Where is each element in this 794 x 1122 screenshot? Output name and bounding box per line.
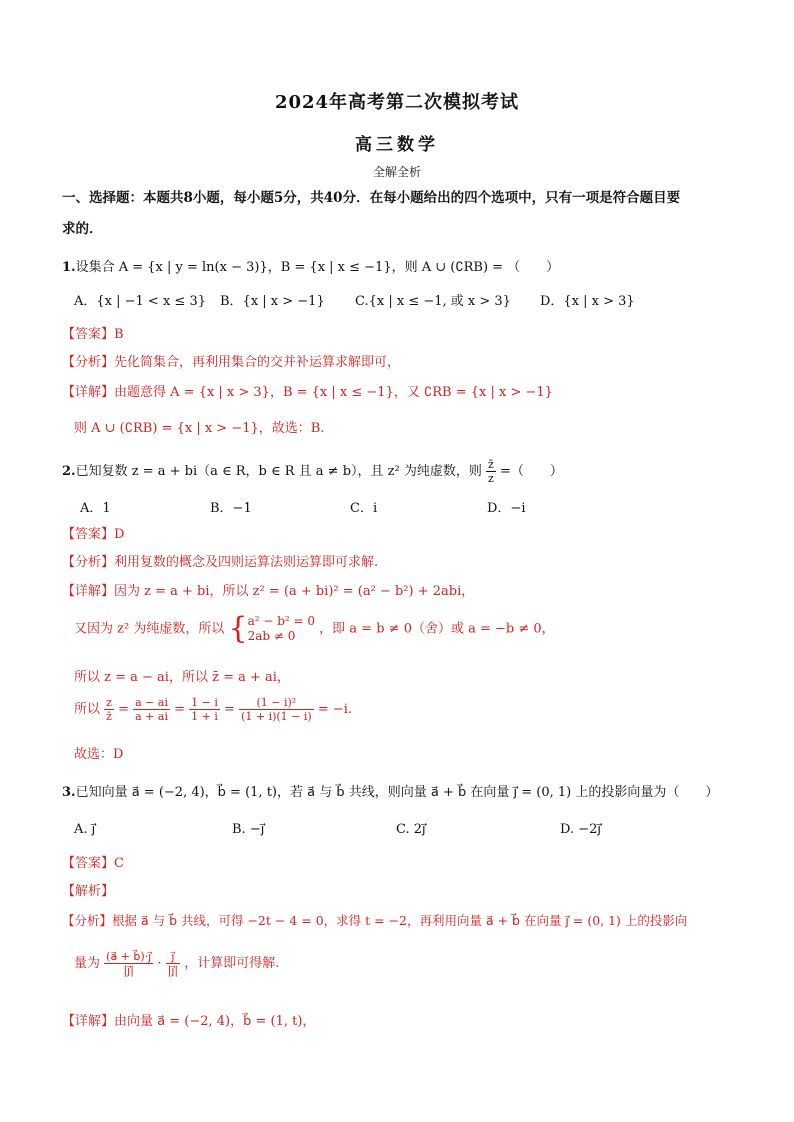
fraction-denominator: |j⃗| [167, 964, 179, 977]
question-2-text-end: =（ ） [499, 464, 563, 479]
fraction-numerator: 1 − i [191, 696, 218, 709]
question-3-option-a: A. j⃗ [74, 822, 96, 837]
question-2-answer: 【答案】D [62, 527, 125, 542]
question-1-conclusion: 则 A ∪ (∁RB) = {x | x > −1}，故选：B. [74, 421, 325, 436]
question-2-computation-line: 所以 $\frac{z}{z̄}$ = $\frac{a - ai}{a + ai}$ = $\frac{1 - i}{1 + i}$ = $\frac{\text{(1 − i)²}}{(1 + i)(1 - i)}$ = −i. [74, 696, 353, 723]
question-3-analysis-line2: 量为 $\frac{(a⃗ + b⃗)\cdot j⃗}{|j⃗|}$ · $\frac{j⃗}{|j⃗|}$ ，计算即可得解. [74, 950, 280, 977]
left-brace-icon: { [228, 611, 248, 646]
question-1-answer: 【答案】B [62, 327, 124, 342]
question-1-detail: 【详解】由题意得 A = {x | x > 3}，B = {x | x ≤ −1}，又 ∁RB = {x | x > −1} [62, 385, 553, 400]
question-3-number: 3. [62, 785, 76, 800]
question-3-jiexi: 【解析】 [62, 884, 115, 899]
fraction-denominator: |j⃗| [123, 964, 134, 977]
exam-subtitle: 高三数学 [355, 135, 439, 155]
computation-intro: 所以 [74, 702, 101, 717]
question-3-answer: 【答案】C [62, 856, 124, 871]
question-1-option-d: D．{x | x > 3} [540, 294, 635, 309]
fraction-numerator: (a⃗ + b⃗)·j⃗ [106, 950, 152, 963]
fraction-numerator: j⃗ [166, 950, 180, 964]
analysis-line2-intro: 量为 [74, 956, 101, 971]
fraction-z-over-conj [104, 696, 114, 723]
question-1-stem [62, 256, 559, 275]
question-1-option-b: B．{x | x > −1} [220, 294, 325, 309]
question-1-option-a: A．{x | −1 < x ≤ 3} [74, 294, 206, 309]
question-2-text: 已知复数 z = a + bi（a ∈ R，b ∈ R 且 a ≠ b），且 z² 为纯虚数，则 [75, 464, 482, 479]
question-3-option-c: C. 2j⃗ [396, 822, 426, 837]
fraction-denominator: (1 + i)(1 − i) [241, 710, 312, 723]
equation-2: 2ab ≠ 0 [247, 629, 296, 643]
question-2-detail: 【详解】因为 z = a + bi，所以 z² = (a + bi)² = (a² − b²) + 2abi， [62, 584, 475, 599]
computation-result: = −i. [317, 702, 353, 717]
question-2-analysis: 【分析】利用复数的概念及四则运算法则运算即可求解. [62, 555, 379, 570]
fraction-numerator: z̄ [488, 458, 494, 471]
analysis-line2-end: ，计算即可得解. [184, 956, 280, 971]
section-heading-line2: 求的． [62, 221, 103, 237]
fraction-expanded [239, 696, 314, 723]
question-2-option-c: C．i [350, 501, 378, 516]
question-3-option-d: D. −2j⃗ [560, 822, 601, 837]
fraction-numerator: z [106, 696, 112, 709]
question-2-option-a: A．1 [80, 501, 111, 516]
question-2-choice: 故选：D [74, 747, 124, 762]
fraction-numerator: a − ai [135, 696, 168, 709]
question-3-stem [62, 781, 718, 800]
question-2-option-b: B．−1 [210, 501, 252, 516]
question-1-text: 设集合 A = {x | y = ln(x − 3)}，B = {x | x ≤ −1}，则 A ∪ (∁RB) = （ ） [75, 260, 560, 275]
question-3-analysis-line1: 【分析】根据 a⃗ 与 b⃗ 共线，可得 −2t − 4 = 0，求得 t = −2，再利用向量 a⃗ + b⃗ 在向量 j⃗ = (0, 1) 上的投影向 [62, 913, 688, 928]
exam-title: 2024年高考第二次模拟考试 [274, 92, 520, 113]
question-1-analysis: 【分析】先化简集合，再利用集合的交并补运算求解即可， [62, 355, 401, 370]
question-2-number: 2. [62, 464, 76, 479]
question-3-text: 已知向量 a⃗ = (−2, 4)，b⃗ = (1, t)，若 a⃗ 与 b⃗ 共线，则向量 a⃗ + b⃗ 在向量 j⃗ = (0, 1) 上的投影向量为（ ） [75, 785, 719, 800]
question-2-fraction [486, 458, 496, 485]
fraction-denominator: 1 + i [191, 710, 218, 723]
question-3-option-b: B. −j⃗ [232, 822, 265, 837]
fraction-denominator: z̄ [106, 710, 112, 723]
question-3-detail: 【详解】由向量 a⃗ = (−2, 4)，b⃗ = (1, t)， [62, 1014, 316, 1029]
question-2-option-d: D．−i [487, 501, 526, 516]
equation-1: a² − b² = 0 [247, 614, 316, 628]
fraction-projection-scalar [104, 950, 153, 977]
question-2-stem [62, 458, 563, 485]
question-2-system-result: ，即 a = b ≠ 0（舍）或 a = −b ≠ 0， [319, 621, 555, 637]
fraction-a-ai [133, 696, 170, 723]
question-2-line-system [74, 611, 555, 646]
fraction-1-i [189, 696, 220, 723]
fraction-denominator: a + ai [135, 710, 168, 723]
fraction-unit-vector [166, 950, 180, 977]
question-2-conjugate-line: 所以 z = a − ai，所以 z̄ = a + ai， [74, 670, 290, 685]
fraction-denominator: z [488, 472, 494, 485]
question-1-option-c: C.{x | x ≤ −1, 或 x > 3} [355, 294, 511, 309]
question-2-system-intro: 又因为 z² 为纯虚数，所以 [74, 621, 225, 637]
fraction-numerator: (1 − i)² [239, 696, 314, 710]
analysis-label: 全解全析 [372, 165, 421, 179]
section-heading-line1: 一、选择题：本题共8小题，每小题5分，共40分．在每小题给出的四个选项中，只有一项是符合题目要 [62, 190, 681, 206]
question-1-number: 1. [62, 260, 76, 275]
equation-system [248, 614, 315, 644]
